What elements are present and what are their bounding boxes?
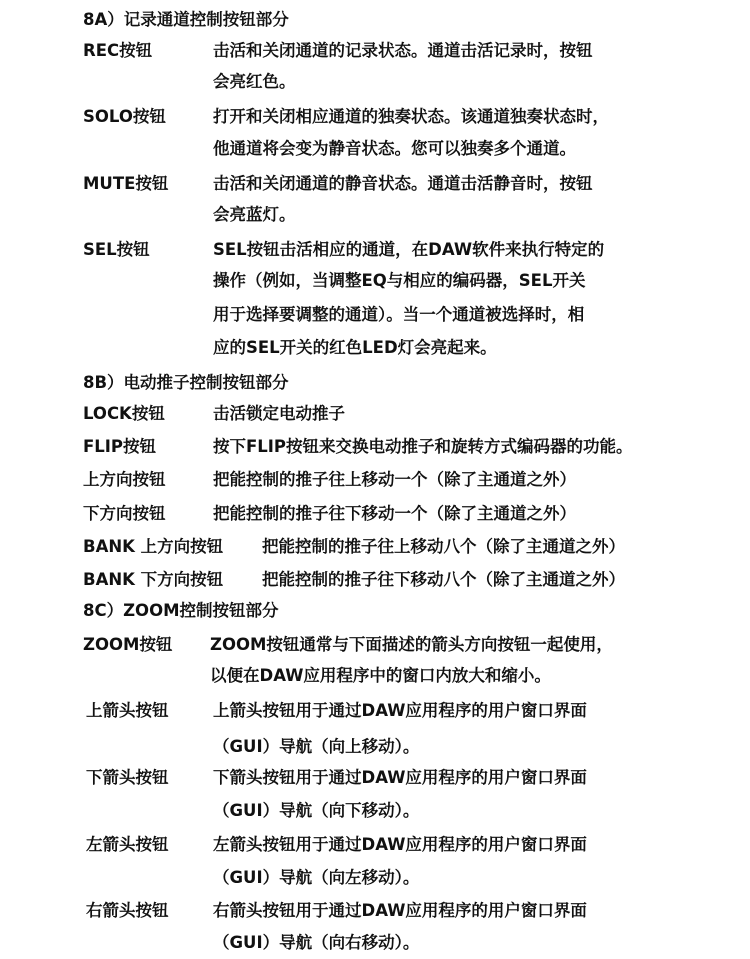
desc-zoom-line2: 以便在DAW应用程序中的窗口内放大和缩小。 bbox=[210, 666, 551, 685]
section-heading-8b: 8B）电动推子控制按钮部分 bbox=[83, 373, 289, 392]
term-solo-button: SOLO按钮 bbox=[83, 107, 166, 126]
desc-rec-line1: 击活和关闭通道的记录状态。通道击活记录时，按钮 bbox=[213, 41, 593, 60]
desc-up: 把能控制的推子往上移动一个（除了主通道之外） bbox=[213, 470, 576, 489]
term-mute-button: MUTE按钮 bbox=[83, 174, 169, 193]
desc-bank-up: 把能控制的推子往上移动八个（除了主通道之外） bbox=[262, 537, 625, 556]
desc-solo-line1: 打开和关闭相应通道的独奏状态。该通道独奏状态时， bbox=[213, 107, 609, 126]
term-sel-button: SEL按钮 bbox=[83, 240, 150, 259]
desc-left-arrow-line2: （GUI）导航（向左移动）。 bbox=[213, 868, 420, 887]
term-down-arrow-button: 下箭头按钮 bbox=[86, 768, 169, 787]
desc-up-arrow-line2: （GUI）导航（向上移动）。 bbox=[213, 737, 420, 756]
desc-rec-line2: 会亮红色。 bbox=[213, 72, 296, 91]
term-flip-button: FLIP按钮 bbox=[83, 437, 157, 456]
desc-sel-line2: 操作（例如，当调整EQ与相应的编码器，SEL开关 bbox=[213, 271, 586, 290]
desc-down-arrow-line1: 下箭头按钮用于通过DAW应用程序的用户窗口界面 bbox=[213, 768, 587, 787]
desc-bank-down: 把能控制的推子往下移动八个（除了主通道之外） bbox=[262, 570, 625, 589]
term-zoom-button: ZOOM按钮 bbox=[83, 635, 173, 654]
desc-mute-line2: 会亮蓝灯。 bbox=[213, 205, 296, 224]
term-lock-button: LOCK按钮 bbox=[83, 404, 165, 423]
desc-right-arrow-line2: （GUI）导航（向右移动）。 bbox=[213, 933, 420, 952]
term-up-arrow-button: 上箭头按钮 bbox=[86, 701, 169, 720]
term-down-button: 下方向按钮 bbox=[83, 504, 166, 523]
desc-zoom-line1: ZOOM按钮通常与下面描述的箭头方向按钮一起使用， bbox=[210, 635, 613, 654]
section-heading-8c: 8C）ZOOM控制按钮部分 bbox=[83, 601, 279, 620]
desc-sel-line1: SEL按钮击活相应的通道，在DAW软件来执行特定的 bbox=[213, 240, 605, 259]
desc-down: 把能控制的推子往下移动一个（除了主通道之外） bbox=[213, 504, 576, 523]
desc-flip: 按下FLIP按钮来交换电动推子和旋转方式编码器的功能。 bbox=[213, 437, 633, 456]
desc-up-arrow-line1: 上箭头按钮用于通过DAW应用程序的用户窗口界面 bbox=[213, 701, 587, 720]
desc-sel-line3: 用于选择要调整的通道）。当一个通道被选择时，相 bbox=[213, 305, 585, 324]
desc-solo-line2: 他通道将会变为静音状态。您可以独奏多个通道。 bbox=[213, 139, 576, 158]
desc-down-arrow-line2: （GUI）导航（向下移动）。 bbox=[213, 801, 420, 820]
term-bank-down-button: BANK 下方向按钮 bbox=[83, 570, 224, 589]
desc-mute-line1: 击活和关闭通道的静音状态。通道击活静音时，按钮 bbox=[213, 174, 593, 193]
desc-sel-line4: 应的SEL开关的红色LED灯会亮起来。 bbox=[213, 338, 497, 357]
section-heading-8a: 8A）记录通道控制按钮部分 bbox=[83, 10, 289, 29]
term-bank-up-button: BANK 上方向按钮 bbox=[83, 537, 224, 556]
term-rec-button: REC按钮 bbox=[83, 41, 153, 60]
term-right-arrow-button: 右箭头按钮 bbox=[86, 901, 169, 920]
term-up-button: 上方向按钮 bbox=[83, 470, 166, 489]
desc-lock: 击活锁定电动推子 bbox=[213, 404, 345, 423]
desc-left-arrow-line1: 左箭头按钮用于通过DAW应用程序的用户窗口界面 bbox=[213, 835, 587, 854]
term-left-arrow-button: 左箭头按钮 bbox=[86, 835, 169, 854]
desc-right-arrow-line1: 右箭头按钮用于通过DAW应用程序的用户窗口界面 bbox=[213, 901, 587, 920]
